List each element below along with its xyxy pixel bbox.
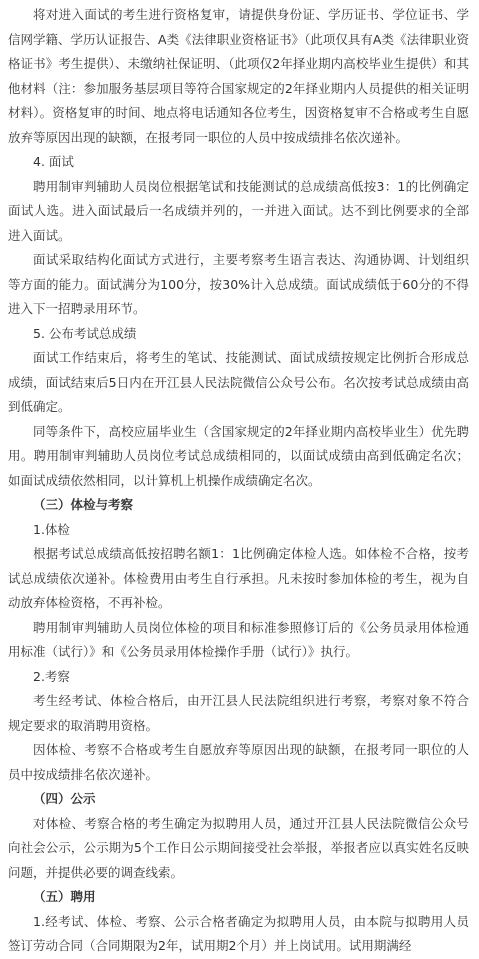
body-paragraph: 同等条件下，高校应届毕业生（含国家规定的2年择业期内高校毕业生）优先聘用。聘用制审判辅助人员岗位考试总成绩相同的，以面试成绩由高到低确定名次；如面试成绩依然相同，以计算机上机操作成绩确定名次。: [8, 423, 469, 488]
section-heading: （五）聘用: [33, 889, 96, 904]
body-paragraph: 对体检、考察合格的考生确定为拟聘用人员，通过开江县人民法院微信公众号向社会公示，公示期为5个工作日公示期间接受社会举报，举报者应以真实姓名反映问题，并提供必要的调查线索。: [8, 815, 469, 880]
body-paragraph: 面试工作结束后，将考生的笔试、技能测试、面试成绩按规定比例折合形成总成绩，面试结束后5日内在开江县人民法院微信公众号公布。名次按考试总成绩由高到低确定。: [8, 350, 469, 414]
body-paragraph: 面试采取结构化面试方式进行，主要考察考生语言表达、沟通协调、计划组织等方面的能力。面试满分为100分，按30%计入总成绩。面试成绩低于60分的不得进入下一招聘录用环节。: [8, 252, 469, 316]
sub-heading: 1.体检: [33, 521, 70, 537]
section-heading: （三）体检与考察: [33, 497, 134, 512]
body-paragraph: 因体检、考察不合格或考生自愿放弃等原因出现的缺额，在报考同一职位的人员中按成绩排名依次递补。: [8, 742, 469, 782]
body-paragraph: 根据考试总成绩高低按招聘名额1：1比例确定体检人选。如体检不合格，按考试总成绩依次递补。体检费用由考生自行承担。凡未按时参加体检的考生，视为自动放弃体检资格，不再补检。: [8, 546, 469, 610]
body-paragraph: 聘用制审判辅助人员岗位体检的项目和标准参照修订后的《公务员录用体检通用标准（试行）》和《公务员录用体检操作手册（试行）》执行。: [8, 619, 469, 659]
body-paragraph: 考生经考试、体检合格后，由开江县人民法院组织进行考察，考察对象不符合规定要求的取消聘用资格。: [8, 693, 469, 733]
sub-heading: 5. 公布考试总成绩: [33, 325, 137, 341]
body-paragraph: 1.经考试、体检、考察、公示合格者确定为拟聘用人员，由本院与拟聘用人员签订劳动合同（合同期限为2年，试用期2个月）并上岗试用。试用期满经: [8, 913, 469, 953]
sub-heading: 2.考察: [33, 668, 70, 684]
sub-heading: 4. 面试: [33, 154, 74, 169]
section-heading: （四）公示: [33, 791, 96, 806]
body-paragraph: 聘用制审判辅助人员岗位根据笔试和技能测试的总成绩高低按3：1的比例确定面试人选。进入面试最后一名成绩并列的，一并进入面试。达不到比例要求的全部进入面试。: [8, 178, 469, 243]
body-paragraph: 将对进入面试的考生进行资格复审，请提供身份证、学历证书、学位证书、学信网学籍、学历认证报告、A类《法律职业资格证书》（此项仅具有A类《法律职业资格证书》考生提供）、未缴纳社保证明、（此项仅2年择业期内高校毕业生提供）和其他材料（注：参加服务基层项目等符合国家规定的2年择业期内人员提供的相关证明材料）。资格复审的时间、地点将电话通知各位考生，因资格复审不合格或考生自愿放弃等原因出现的缺额，在报考同一职位的人员中按成绩排名依次递补。: [8, 7, 469, 145]
